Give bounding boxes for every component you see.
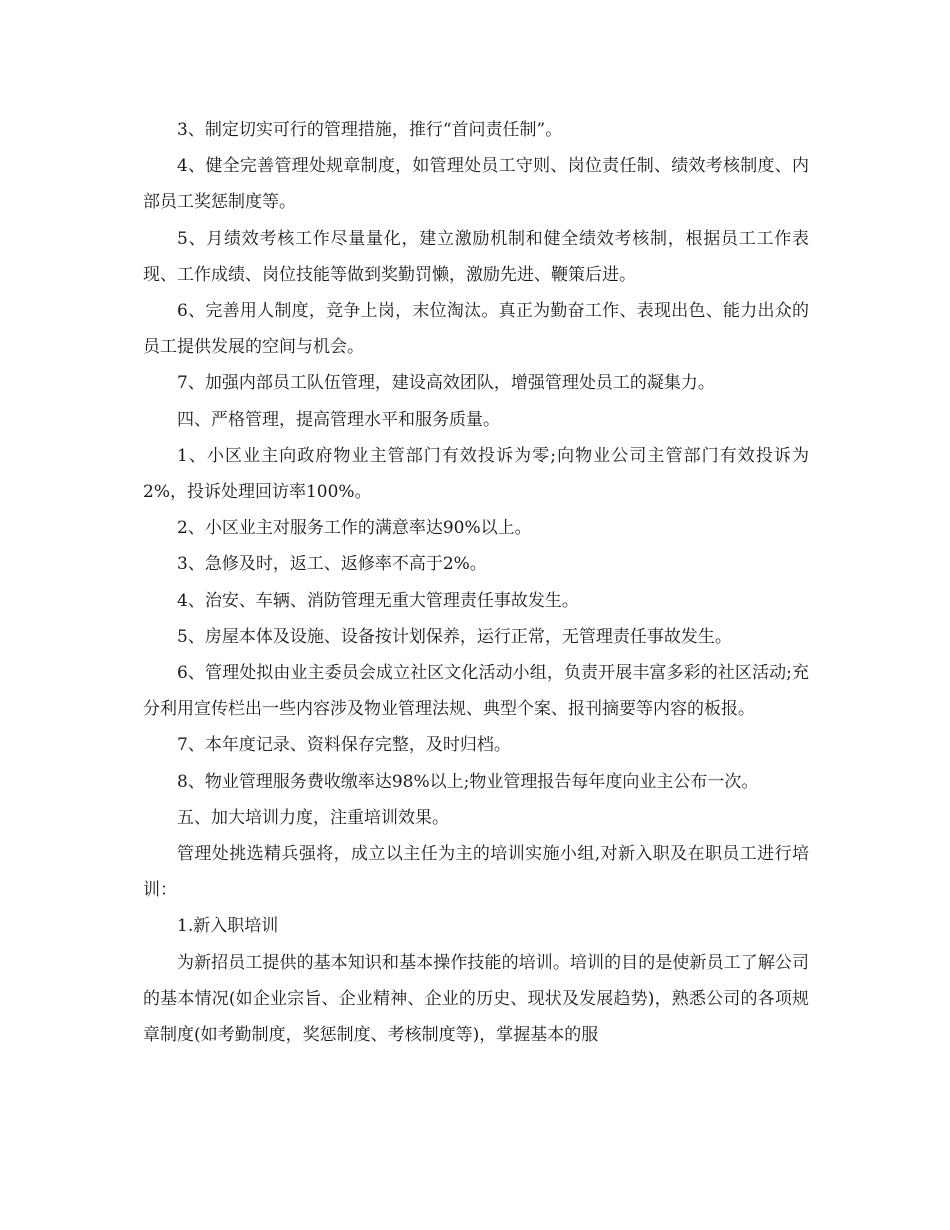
paragraph: 7、本年度记录、资料保存完整，及时归档。 [177,735,511,756]
paragraph: 为新招员工提供的基本知识和基本操作技能的培训。培训的目的是使新员工了解公司的基本情况(如企业宗旨、企业精神、企业的历史、现状及发展趋势)，熟悉公司的各项规章制度(如考勤制度，奖惩制度、考核制度等)，掌握基本的服 [143,952,809,1046]
subsection-heading: 1.新入职培训 [177,916,279,937]
paragraph: 5、房屋本体及设施、设备按计划保养，运行正常，无管理责任事故发生。 [177,626,732,647]
paragraph: 6、管理处拟由业主委员会成立社区文化活动小组，负责开展丰富多彩的社区活动;充分利用宣传栏出一些内容涉及物业管理法规、典型个案、报刊摘要等内容的板报。 [143,663,809,720]
paragraph: 2、小区业主对服务工作的满意率达90%以上。 [177,518,532,539]
paragraph: 1、小区业主向政府物业主管部门有效投诉为零;向物业公司主管部门有效投诉为2%，投诉处理回访率100%。 [143,445,809,503]
paragraph: 3、急修及时，返工、返修率不高于2%。 [177,554,487,575]
paragraph: 5、月绩效考核工作尽量量化，建立激励机制和健全绩效考核制，根据员工工作表现、工作成绩、岗位技能等做到奖勤罚懒，激励先进、鞭策后进。 [143,228,809,285]
section-heading: 四、严格管理，提高管理水平和服务质量。 [177,409,500,430]
paragraph: 4、健全完善管理处规章制度，如管理处员工守则、岗位责任制、绩效考核制度、内部员工奖惩制度等。 [143,156,809,213]
paragraph: 4、治安、车辆、消防管理无重大管理责任事故发生。 [177,590,579,611]
paragraph: 3、制定切实可行的管理措施，推行“首问责任制”。 [177,120,563,140]
paragraph: 8、物业管理服务费收缴率达98%以上;物业管理报告每年度向业主公布一次。 [177,771,759,792]
section-heading: 五、加大培训力度，注重培训效果。 [177,807,449,828]
paragraph: 6、完善用人制度，竞争上岗，末位淘汰。真正为勤奋工作、表现出色、能力出众的员工提供发展的空间与机会。 [143,301,809,358]
paragraph: 7、加强内部员工队伍管理，建设高效团队，增强管理处员工的凝集力。 [177,373,715,394]
paragraph: 管理处挑选精兵强将，成立以主任为主的培训实施小组,对新入职及在职员工进行培训： [143,844,809,901]
document-body [143,112,809,1053]
